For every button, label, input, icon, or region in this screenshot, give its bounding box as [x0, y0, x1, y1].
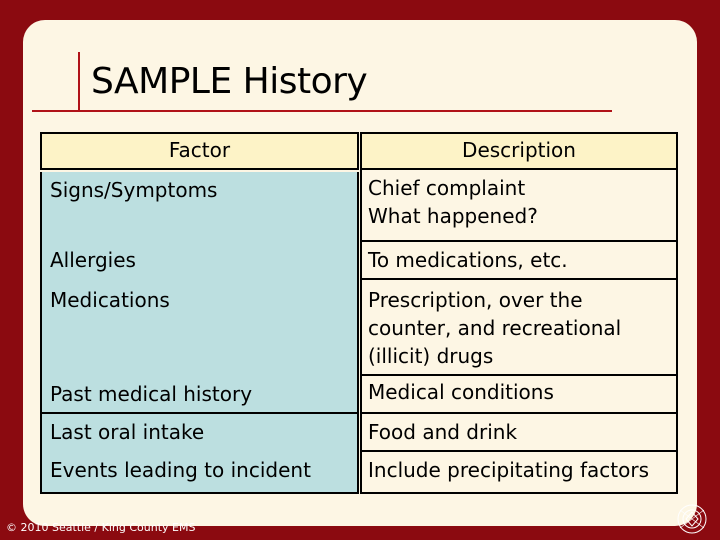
description-line: To medications, etc. — [368, 248, 568, 272]
description-line: Chief complaint — [368, 176, 526, 200]
table-row-description — [360, 170, 678, 242]
title-accent-horizontal-rule — [32, 110, 612, 112]
description-line: (illicit) drugs — [368, 344, 494, 368]
table-row-description — [360, 280, 678, 376]
slide-title: SAMPLE History — [91, 61, 368, 102]
description-line: Medical conditions — [368, 380, 554, 404]
description-line: Food and drink — [368, 420, 518, 444]
table-row-factor: Events leading to incident — [40, 452, 359, 494]
table-row-factor: Allergies — [40, 242, 359, 280]
description-line: Prescription, over the — [368, 288, 583, 312]
table-row-description — [360, 242, 678, 280]
header-factor: Factor — [40, 132, 359, 170]
description-line: Include precipitating factors — [368, 458, 649, 482]
ems-seal-logo — [672, 502, 712, 536]
description-line: counter, and recreational — [368, 316, 622, 340]
table-row-factor: Past medical history — [40, 376, 359, 414]
table-row-factor: Medications — [40, 280, 359, 376]
table-row-description — [360, 376, 678, 414]
copyright-footer: © 2010 Seattle / King County EMS — [6, 521, 196, 534]
table-row-description — [360, 452, 678, 494]
header-description: Description — [360, 132, 678, 170]
description-line: What happened? — [368, 204, 538, 228]
table-row-factor: Last oral intake — [40, 414, 359, 452]
table-row-factor: Signs/Symptoms — [40, 172, 359, 242]
title-accent-vertical-rule — [78, 52, 80, 112]
sample-history-table — [40, 132, 678, 494]
table-row-description — [360, 414, 678, 452]
